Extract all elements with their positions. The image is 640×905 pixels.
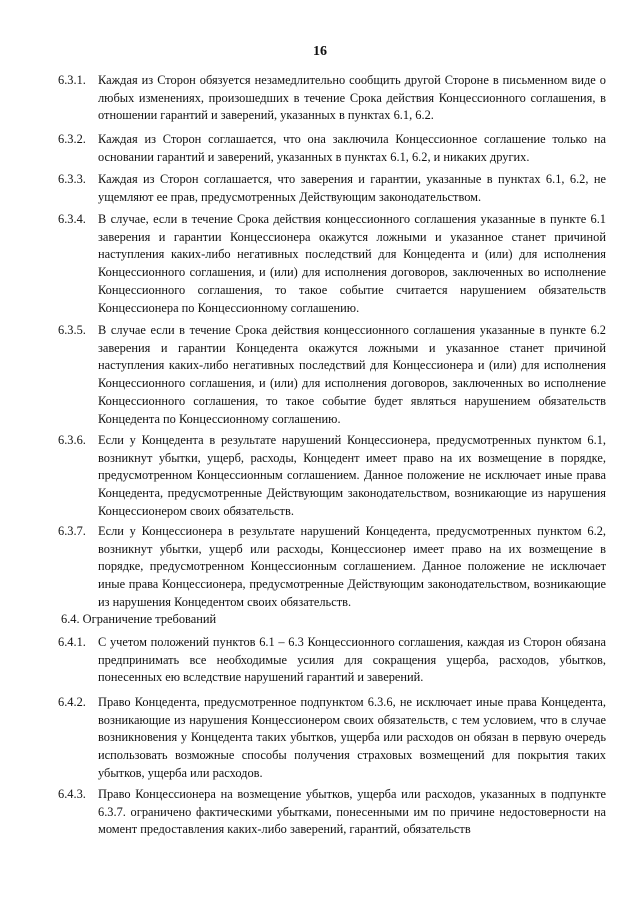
page-number: 16	[313, 44, 327, 59]
clause-6-3-2	[58, 131, 606, 166]
clause-number: 6.4.3.	[58, 787, 86, 801]
section-heading-6-4: 6.4. Ограничение требований	[61, 612, 217, 626]
clause-6-3-5	[58, 322, 606, 428]
clause-6-4-1	[58, 634, 606, 687]
clause-number: 6.3.3.	[58, 172, 86, 186]
clause-number: 6.3.7.	[58, 524, 86, 538]
clause-number: 6.3.5.	[58, 323, 86, 337]
clause-number: 6.3.4.	[58, 212, 86, 226]
clause-6-4-3	[58, 786, 606, 839]
clause-text: Право Концессионера на возмещение убытков, ущерба или расходов, указанных в подпункте 6.3.7. ограничено фактическими убытками, понесенными им по причине недостоверности на момент предоставления каких-либо заверений, гарантий, обязательств	[98, 787, 606, 837]
clause-text: Право Концедента, предусмотренное подпунктом 6.3.6, не исключает иные права Концедента, возникающие из нарушения Концессионером своих обязательств, с тем условием, что в случае возникновения у Концедента таких убытков, ущерба или расходов он обязан в первую очередь использовать возможные способы получения страховых возмещений для покрытия таких убытков, ущерба или расходов.	[98, 695, 606, 780]
clause-6-3-4	[58, 211, 606, 317]
clause-text: Каждая из Сторон обязуется незамедлительно сообщить другой Стороне в письменном виде о любых изменениях, произошедших в течение Срока действия Концессионного соглашения, в отношении гарантий и заверений, указанных в пунктах 6.1, 6.2.	[98, 73, 606, 123]
clause-number: 6.4.2.	[58, 695, 86, 709]
clause-6-3-1	[58, 72, 606, 125]
clause-6-4-2	[58, 694, 606, 783]
clause-6-3-3	[58, 171, 606, 206]
clause-text: В случае если в течение Срока действия концессионного соглашения указанные в пункте 6.2 заверения и гарантии Концедента окажутся ложными и указанное станет причиной наступления каких-либо негативных последствий для Концессионера и (или) для исполнения Концессионного соглашения, и (или) для исполнения договоров, заключенных во исполнение Концессионного соглашения, то такое событие будет являться нарушением обязательств Концедента по Концессионному соглашению.	[98, 323, 606, 426]
clause-text: Если у Концессионера в результате нарушений Концедента, предусмотренных пунктом 6.2, возникнут убытки, ущерб или расходы, Концессионер имеет право на их возмещение в порядке, предусмотренном Концессионным соглашением. Данное положение не исключает иные права Концессионера, предусмотренные Действующим законодательством, возникающие из нарушения Концедентом своих обязательств.	[98, 524, 606, 609]
clause-text: С учетом положений пунктов 6.1 – 6.3 Концессионного соглашения, каждая из Сторон обязана предпринимать все необходимые усилия для сокращения ущерба, расходов, убытков, понесенных ею вследствие нарушений гарантий и заверений.	[98, 635, 606, 685]
clause-6-3-7	[58, 523, 606, 612]
clause-number: 6.4.1.	[58, 635, 86, 649]
clause-text: В случае, если в течение Срока действия концессионного соглашения указанные в пункте 6.1 заверения и гарантии Концессионера окажутся ложными и указанное станет причиной наступления каких-либо негативных последствий для Концедента и (или) для исполнения Концессионного соглашения, и (или) для исполнения договоров, заключенных во исполнение Концессионного соглашения, то такое событие считается нарушением обязательств Концессионера по Концессионному соглашению.	[98, 212, 606, 315]
clause-text: Каждая из Сторон соглашается, что она заключила Концессионное соглашение только на основании гарантий и заверений, указанных в пунктах 6.1, 6.2, и никаких других.	[98, 132, 606, 164]
clause-6-3-6	[58, 432, 606, 521]
clause-number: 6.3.1.	[58, 73, 86, 87]
clause-number: 6.3.2.	[58, 132, 86, 146]
clause-number: 6.3.6.	[58, 433, 86, 447]
clause-text: Если у Концедента в результате нарушений Концессионера, предусмотренных пунктом 6.1, возникнут убытки, ущерб, расходы, Концедент имеет право на их возмещение в порядке, предусмотренном Концессионным соглашением. Данное положение не исключает иные права Концедента, предусмотренные Действующим законодательством, возникающие из нарушения Концессионером своих обязательств.	[98, 433, 606, 518]
clause-text: Каждая из Сторон соглашается, что заверения и гарантии, указанные в пунктах 6.1, 6.2, не ущемляют ее прав, предусмотренных Действующим законодательством.	[98, 172, 606, 204]
